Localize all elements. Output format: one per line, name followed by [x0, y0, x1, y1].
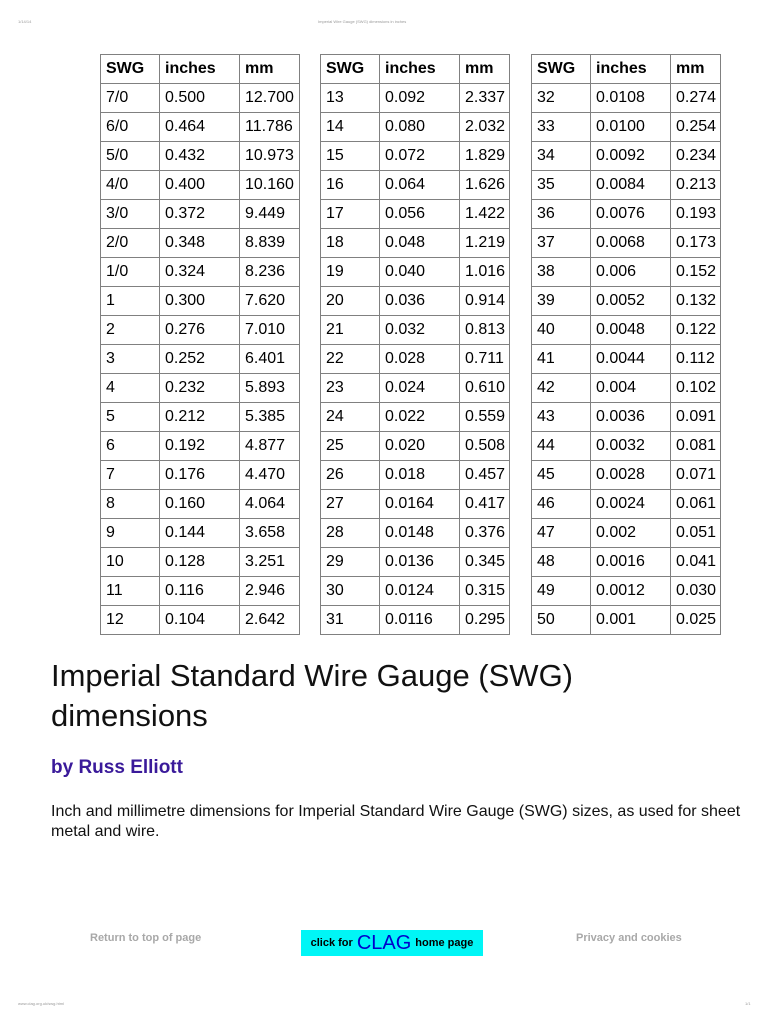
table-cell: 1.016: [460, 258, 510, 287]
table-cell: 0.0136: [380, 548, 460, 577]
table-cell: 0.0052: [591, 287, 671, 316]
table-cell: 8: [101, 490, 160, 519]
table-cell: 0.0044: [591, 345, 671, 374]
table-row: [101, 432, 300, 461]
table-row: [321, 171, 510, 200]
table-cell: 0.025: [671, 606, 721, 635]
table-row: [321, 461, 510, 490]
table-cell: 0.004: [591, 374, 671, 403]
table-cell: 2/0: [101, 229, 160, 258]
table-row: [321, 113, 510, 142]
table-cell: 35: [532, 171, 591, 200]
table-cell: 0.040: [380, 258, 460, 287]
table-row: [321, 287, 510, 316]
table-cell: 30: [321, 577, 380, 606]
table-cell: 0.032: [380, 316, 460, 345]
table-cell: 2.337: [460, 84, 510, 113]
table-row: [532, 316, 721, 345]
table-row: [532, 229, 721, 258]
table-row: [321, 142, 510, 171]
table-row: [321, 229, 510, 258]
table-cell: 0.813: [460, 316, 510, 345]
table-row: [101, 84, 300, 113]
table-row: [532, 548, 721, 577]
table-cell: 33: [532, 113, 591, 142]
table-cell: 20: [321, 287, 380, 316]
table-row: [101, 461, 300, 490]
table-cell: 47: [532, 519, 591, 548]
table-cell: 9.449: [240, 200, 300, 229]
table-cell: 0.234: [671, 142, 721, 171]
table-cell: 0.315: [460, 577, 510, 606]
table-cell: 8.839: [240, 229, 300, 258]
table-cell: 11: [101, 577, 160, 606]
table-cell: 0.0148: [380, 519, 460, 548]
table-cell: 21: [321, 316, 380, 345]
table-cell: 0.122: [671, 316, 721, 345]
table-cell: 1.829: [460, 142, 510, 171]
table-cell: 0.0028: [591, 461, 671, 490]
table-cell: 10: [101, 548, 160, 577]
table-cell: 46: [532, 490, 591, 519]
table-cell: 0.024: [380, 374, 460, 403]
table-cell: 0.028: [380, 345, 460, 374]
table-row: [101, 113, 300, 142]
table-cell: 44: [532, 432, 591, 461]
table-cell: 0.345: [460, 548, 510, 577]
table-cell: 0.0084: [591, 171, 671, 200]
table-cell: 8.236: [240, 258, 300, 287]
table-cell: 4/0: [101, 171, 160, 200]
table-cell: 0.0068: [591, 229, 671, 258]
table-row: [532, 432, 721, 461]
table-cell: 0.464: [160, 113, 240, 142]
table-row: [101, 229, 300, 258]
print-header-title: Imperial Wire Gauge (SWG) dimensions in inches: [318, 19, 407, 24]
table-cell: 2.642: [240, 606, 300, 635]
table-row: [101, 200, 300, 229]
table-cell: 13: [321, 84, 380, 113]
table-cell: 0.112: [671, 345, 721, 374]
swg-table-2: [320, 54, 510, 635]
table-cell: 3.658: [240, 519, 300, 548]
table-row: [101, 403, 300, 432]
table-row: [321, 548, 510, 577]
table-cell: 0.072: [380, 142, 460, 171]
table-cell: 5/0: [101, 142, 160, 171]
table-row: [101, 548, 300, 577]
table-row: [532, 577, 721, 606]
table-cell: 0.071: [671, 461, 721, 490]
table-row: [532, 258, 721, 287]
table-cell: 2: [101, 316, 160, 345]
table-cell: 50: [532, 606, 591, 635]
table-row: [532, 287, 721, 316]
table-cell: 0.081: [671, 432, 721, 461]
table-cell: 0.508: [460, 432, 510, 461]
table-row: [532, 171, 721, 200]
print-header-date: 1/14/14: [18, 19, 32, 24]
table-cell: 0.0032: [591, 432, 671, 461]
table-cell: 0.193: [671, 200, 721, 229]
table-cell: 0.020: [380, 432, 460, 461]
column-header: inches: [160, 55, 240, 84]
table-cell: 40: [532, 316, 591, 345]
table-row: [321, 432, 510, 461]
table-row: [532, 374, 721, 403]
table-row: [532, 461, 721, 490]
author-byline: by Russ Elliott: [51, 757, 183, 778]
table-cell: 0.144: [160, 519, 240, 548]
table-cell: 0.002: [591, 519, 671, 548]
column-header: inches: [380, 55, 460, 84]
table-cell: 45: [532, 461, 591, 490]
table-cell: 0.064: [380, 171, 460, 200]
table-header-row: [321, 55, 510, 84]
column-header: inches: [591, 55, 671, 84]
table-row: [321, 84, 510, 113]
table-cell: 26: [321, 461, 380, 490]
print-footer-url: www.clag.org.uk/swg.html: [18, 1001, 65, 1006]
table-cell: 0.128: [160, 548, 240, 577]
table-cell: 0.018: [380, 461, 460, 490]
table-cell: 39: [532, 287, 591, 316]
table-cell: 7.620: [240, 287, 300, 316]
table-cell: 0.006: [591, 258, 671, 287]
table-cell: 17: [321, 200, 380, 229]
table-cell: 0.0076: [591, 200, 671, 229]
table-cell: 22: [321, 345, 380, 374]
table-cell: 1.219: [460, 229, 510, 258]
table-cell: 43: [532, 403, 591, 432]
table-cell: 4.877: [240, 432, 300, 461]
table-row: [101, 258, 300, 287]
table-cell: 0.372: [160, 200, 240, 229]
column-header: mm: [240, 55, 300, 84]
table-row: [321, 258, 510, 287]
table-cell: 3/0: [101, 200, 160, 229]
table-cell: 0.417: [460, 490, 510, 519]
swg-table-3: [531, 54, 721, 635]
table-cell: 37: [532, 229, 591, 258]
table-cell: 10.160: [240, 171, 300, 200]
table-cell: 0.0012: [591, 577, 671, 606]
table-cell: 5.893: [240, 374, 300, 403]
swg-table-1: [100, 54, 300, 635]
table-row: [532, 84, 721, 113]
table-cell: 1: [101, 287, 160, 316]
table-row: [101, 316, 300, 345]
table-cell: 0.610: [460, 374, 510, 403]
table-cell: 0.152: [671, 258, 721, 287]
table-row: [321, 316, 510, 345]
table-cell: 0.173: [671, 229, 721, 258]
table-cell: 0.0100: [591, 113, 671, 142]
table-cell: 0.080: [380, 113, 460, 142]
table-cell: 28: [321, 519, 380, 548]
table-row: [532, 606, 721, 635]
column-header: SWG: [101, 55, 160, 84]
table-cell: 0.102: [671, 374, 721, 403]
table-row: [101, 287, 300, 316]
table-cell: 32: [532, 84, 591, 113]
table-cell: 0.160: [160, 490, 240, 519]
table-cell: 3: [101, 345, 160, 374]
table-row: [532, 403, 721, 432]
table-cell: 0.500: [160, 84, 240, 113]
table-cell: 0.056: [380, 200, 460, 229]
table-row: [532, 519, 721, 548]
table-cell: 23: [321, 374, 380, 403]
table-cell: 0.0024: [591, 490, 671, 519]
table-cell: 48: [532, 548, 591, 577]
table-cell: 1/0: [101, 258, 160, 287]
table-cell: 0.192: [160, 432, 240, 461]
table-cell: 0.457: [460, 461, 510, 490]
table-cell: 15: [321, 142, 380, 171]
column-header: SWG: [532, 55, 591, 84]
table-header-row: [101, 55, 300, 84]
table-cell: 0.0036: [591, 403, 671, 432]
table-cell: 0.212: [160, 403, 240, 432]
table-cell: 0.711: [460, 345, 510, 374]
table-cell: 31: [321, 606, 380, 635]
return-to-top-link[interactable]: Return to top of page: [90, 932, 202, 944]
table-cell: 7.010: [240, 316, 300, 345]
table-row: [101, 142, 300, 171]
table-cell: 0.0164: [380, 490, 460, 519]
clag-home-button[interactable]: [301, 930, 483, 956]
table-row: [321, 490, 510, 519]
table-cell: 0.400: [160, 171, 240, 200]
table-cell: 0.914: [460, 287, 510, 316]
table-cell: 0.041: [671, 548, 721, 577]
table-row: [532, 113, 721, 142]
table-cell: 2.032: [460, 113, 510, 142]
table-row: [321, 519, 510, 548]
table-cell: 0.324: [160, 258, 240, 287]
table-cell: 5: [101, 403, 160, 432]
table-cell: 0.061: [671, 490, 721, 519]
privacy-cookies-link[interactable]: Privacy and cookies: [576, 932, 682, 944]
table-cell: 0.0048: [591, 316, 671, 345]
table-cell: 6/0: [101, 113, 160, 142]
clag-brand: CLAG: [356, 931, 412, 954]
table-cell: 0.036: [380, 287, 460, 316]
table-row: [321, 606, 510, 635]
table-cell: 14: [321, 113, 380, 142]
table-row: [532, 345, 721, 374]
table-cell: 0.232: [160, 374, 240, 403]
home-prefix: click for: [310, 937, 353, 949]
table-cell: 12.700: [240, 84, 300, 113]
table-cell: 0.022: [380, 403, 460, 432]
page-description: Inch and millimetre dimensions for Imperial Standard Wire Gauge (SWG) sizes, as used for sheet metal and wire.: [51, 803, 741, 840]
table-cell: 4.470: [240, 461, 300, 490]
table-cell: 1.626: [460, 171, 510, 200]
table-cell: 49: [532, 577, 591, 606]
table-cell: 3.251: [240, 548, 300, 577]
table-cell: 6: [101, 432, 160, 461]
table-cell: 0.348: [160, 229, 240, 258]
table-cell: 0.295: [460, 606, 510, 635]
table-cell: 38: [532, 258, 591, 287]
table-cell: 42: [532, 374, 591, 403]
table-cell: 10.973: [240, 142, 300, 171]
table-cell: 6.401: [240, 345, 300, 374]
table-cell: 0.176: [160, 461, 240, 490]
table-cell: 7/0: [101, 84, 160, 113]
table-cell: 27: [321, 490, 380, 519]
table-cell: 24: [321, 403, 380, 432]
table-row: [321, 200, 510, 229]
table-cell: 0.051: [671, 519, 721, 548]
table-row: [532, 490, 721, 519]
table-cell: 4.064: [240, 490, 300, 519]
table-row: [101, 171, 300, 200]
table-cell: 12: [101, 606, 160, 635]
table-cell: 1.422: [460, 200, 510, 229]
table-cell: 36: [532, 200, 591, 229]
table-cell: 0.254: [671, 113, 721, 142]
table-row: [101, 519, 300, 548]
table-cell: 0.132: [671, 287, 721, 316]
table-cell: 0.104: [160, 606, 240, 635]
table-cell: 18: [321, 229, 380, 258]
table-cell: 0.252: [160, 345, 240, 374]
table-cell: 0.0108: [591, 84, 671, 113]
table-cell: 0.0124: [380, 577, 460, 606]
table-row: [101, 577, 300, 606]
column-header: SWG: [321, 55, 380, 84]
table-cell: 0.091: [671, 403, 721, 432]
table-cell: 0.0116: [380, 606, 460, 635]
table-cell: 19: [321, 258, 380, 287]
table-cell: 0.300: [160, 287, 240, 316]
table-row: [321, 577, 510, 606]
table-cell: 0.001: [591, 606, 671, 635]
table-cell: 5.385: [240, 403, 300, 432]
table-cell: 0.0016: [591, 548, 671, 577]
table-cell: 2.946: [240, 577, 300, 606]
table-row: [101, 490, 300, 519]
table-cell: 4: [101, 374, 160, 403]
table-cell: 0.274: [671, 84, 721, 113]
table-cell: 0.432: [160, 142, 240, 171]
home-suffix: home page: [415, 937, 474, 949]
table-cell: 0.048: [380, 229, 460, 258]
table-cell: 0.030: [671, 577, 721, 606]
column-header: mm: [671, 55, 721, 84]
table-cell: 0.116: [160, 577, 240, 606]
table-row: [321, 403, 510, 432]
page-title: Imperial Standard Wire Gauge (SWG) dimensions: [51, 658, 574, 733]
table-row: [101, 374, 300, 403]
table-cell: 0.559: [460, 403, 510, 432]
table-row: [532, 200, 721, 229]
table-cell: 0.276: [160, 316, 240, 345]
table-cell: 0.092: [380, 84, 460, 113]
table-cell: 0.213: [671, 171, 721, 200]
table-cell: 29: [321, 548, 380, 577]
table-cell: 7: [101, 461, 160, 490]
table-row: [321, 345, 510, 374]
table-cell: 0.0092: [591, 142, 671, 171]
column-header: mm: [460, 55, 510, 84]
table-cell: 41: [532, 345, 591, 374]
table-row: [321, 374, 510, 403]
table-row: [101, 606, 300, 635]
table-row: [101, 345, 300, 374]
table-cell: 34: [532, 142, 591, 171]
table-cell: 25: [321, 432, 380, 461]
table-cell: 9: [101, 519, 160, 548]
table-cell: 0.376: [460, 519, 510, 548]
table-row: [532, 142, 721, 171]
table-header-row: [532, 55, 721, 84]
table-cell: 16: [321, 171, 380, 200]
print-footer-page: 1/1: [745, 1001, 751, 1006]
table-cell: 11.786: [240, 113, 300, 142]
